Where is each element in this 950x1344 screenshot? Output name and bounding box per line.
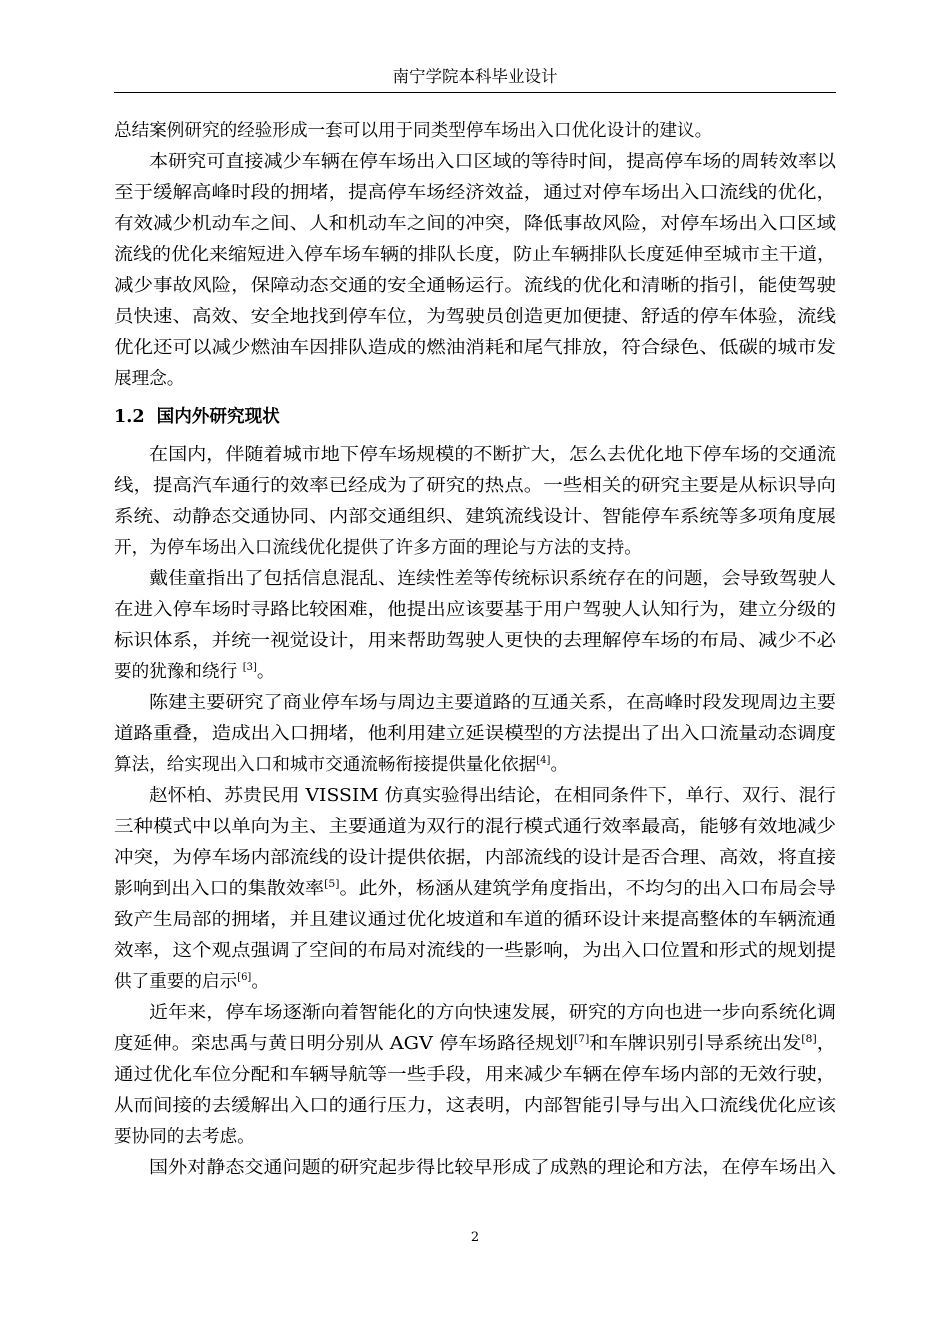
text-line bbox=[114, 209, 836, 240]
text-line bbox=[114, 471, 836, 502]
text-line bbox=[114, 364, 836, 395]
line-text: 至于缓解高峰时段的拥堵，提高停车场经济效益，通过对停车场出入口流线的优化， bbox=[114, 183, 836, 203]
text-line bbox=[114, 812, 836, 843]
line-text: 在国内，伴随着城市地下停车场规模的不断扩大，怎么去优化地下停车场的交通流 bbox=[149, 445, 836, 465]
citation-mark: [5] bbox=[324, 879, 340, 890]
text-line bbox=[114, 440, 836, 471]
text-line bbox=[114, 657, 836, 688]
text-line bbox=[114, 750, 836, 781]
text-line bbox=[114, 178, 836, 209]
line-text: 有效减少机动车之间、人和机动车之间的冲突，降低事故风险，对停车场出入口区域 bbox=[114, 214, 836, 234]
line-text: 国外对静态交通问题的研究起步得比较早形成了成熟的理论和方法，在停车场出入 bbox=[149, 1158, 836, 1178]
text-line bbox=[114, 781, 836, 812]
text-line bbox=[114, 1153, 836, 1184]
line-text: 算法，给实现出入口和城市交通流畅衔接提供量化依据 bbox=[114, 755, 537, 775]
text-line bbox=[114, 1091, 836, 1122]
citation-mark: [7] bbox=[573, 1034, 590, 1045]
line-text: 供了重要的启示 bbox=[114, 972, 238, 992]
line-text: 效率，这个观点强调了空间的布局对流线的一些影响，为出入口位置和形式的规划提 bbox=[114, 941, 836, 961]
line-text: 近年来，停车场逐渐向着智能化的方向快速发展，研究的方向也进一步向系统化调 bbox=[149, 1003, 836, 1023]
line-text: 系统、动静态交通协同、内部交通组织、建筑流线设计、智能停车系统等多项角度展 bbox=[114, 507, 836, 527]
text-line bbox=[114, 843, 836, 874]
line-text: 戴佳童指出了包括信息混乱、连续性差等传统标识系统存在的问题，会导致驾驶人 bbox=[149, 569, 836, 589]
text-line bbox=[114, 936, 836, 967]
line-text: 标识体系，并统一视觉设计，用来帮助驾驶人更快的去理解停车场的布局、减少不必 bbox=[114, 631, 836, 651]
header-rule bbox=[114, 92, 836, 93]
text-line bbox=[114, 240, 836, 271]
text-line bbox=[114, 719, 836, 750]
page-header-title: 南宁学院本科毕业设计 bbox=[392, 67, 558, 86]
citation-mark: [3] bbox=[242, 662, 257, 673]
line-text: 赵怀柏、苏贵民用 VISSIM 仿真实验得出结论，在相同条件下，单行、双行、混行 bbox=[149, 786, 836, 806]
line-text: 优化还可以减少燃油车因排队造成的燃油消耗和尾气排放，符合绿色、低碳的城市发 bbox=[114, 338, 836, 358]
line-text: 展理念。 bbox=[114, 369, 185, 389]
line-text: 本研究可直接减少车辆在停车场出入口区域的等待时间，提高停车场的周转效率以 bbox=[149, 152, 836, 172]
citation-mark: [8] bbox=[801, 1034, 817, 1045]
line-text: 三种模式中以单向为主、主要通道为双行的混行模式通行效率最高，能够有效地减少 bbox=[114, 817, 836, 837]
line-text: 员快速、高效、安全地找到停车位，为驾驶员创造更加便捷、舒适的停车体验，流线 bbox=[114, 307, 836, 327]
text-line bbox=[114, 967, 836, 998]
text-line bbox=[114, 333, 836, 364]
line-text: 。 bbox=[256, 662, 275, 682]
text-line bbox=[114, 874, 836, 905]
line-text: 冲突，为停车场内部流线的设计提供依据，内部流线的设计是否合理、高效，将直接 bbox=[114, 848, 836, 868]
text-line bbox=[114, 1029, 836, 1060]
line-text: 致产生局部的拥堵，并且建议通过优化坡道和车道的循环设计来提高整体的车辆流通 bbox=[114, 910, 836, 930]
line-text: 要协同的去考虑。 bbox=[114, 1127, 255, 1147]
text-line bbox=[114, 564, 836, 595]
text-line bbox=[114, 533, 836, 564]
text-line bbox=[114, 271, 836, 302]
line-text: 。 bbox=[550, 755, 569, 775]
line-text: 总结案例研究的经验形成一套可以用于同类型停车场出入口优化设计的建议。 bbox=[114, 121, 713, 141]
text-line bbox=[114, 1060, 836, 1091]
text-line bbox=[114, 1122, 836, 1153]
section-title: 国内外研究现状 bbox=[156, 406, 280, 427]
line-text: 减少事故风险，保障动态交通的安全通畅运行。流线的优化和清晰的指引，能使驾驶 bbox=[114, 276, 836, 296]
text-line bbox=[114, 116, 836, 147]
line-text: 在进入停车场时寻路比较困难，他提出应该要基于用户驾驶人认知行为，建立分级的 bbox=[114, 600, 836, 620]
line-text: 线，提高汽车通行的效率已经成为了研究的热点。一些相关的研究主要是从标识导向 bbox=[114, 476, 836, 496]
line-text: 流线的优化来缩短进入停车场车辆的排队长度，防止车辆排队长度延伸至城市主干道， bbox=[114, 245, 836, 265]
text-line bbox=[114, 688, 836, 719]
line-text: 道路重叠，造成出入口拥堵，他利用建立延误模型的方法提出了出入口流量动态调度 bbox=[114, 724, 836, 744]
text-line bbox=[114, 998, 836, 1029]
text-line bbox=[114, 502, 836, 533]
line-text: 度延伸。栾忠禹与黄日明分别从 AGV 停车场路径规划 bbox=[114, 1034, 574, 1054]
line-text: 。 bbox=[251, 972, 269, 992]
section-number: 1.2 bbox=[114, 406, 145, 427]
body-text bbox=[114, 116, 836, 1184]
line-text: 通过优化车位分配和车辆导航等一些手段，用来减少车辆在停车场内部的无效行驶， bbox=[114, 1065, 836, 1085]
text-line bbox=[114, 905, 836, 936]
text-line bbox=[114, 147, 836, 178]
text-line bbox=[114, 302, 836, 333]
line-text: 要的犹豫和绕行 bbox=[114, 662, 243, 682]
line-text: ， bbox=[816, 1034, 836, 1054]
text-line bbox=[114, 595, 836, 626]
line-text: 和车牌识别引导系统出发 bbox=[589, 1034, 802, 1054]
page-number: 2 bbox=[470, 1230, 480, 1245]
line-text: 从而间接的去缓解出入口的通行压力，这表明，内部智能引导与出入口流线优化应该 bbox=[114, 1096, 836, 1116]
citation-mark: [4] bbox=[536, 755, 551, 766]
line-text: 陈建主要研究了商业停车场与周边主要道路的互通关系，在高峰时段发现周边主要 bbox=[149, 693, 836, 713]
section-heading bbox=[114, 401, 836, 432]
line-text: 影响到出入口的集散效率 bbox=[114, 879, 325, 899]
text-line bbox=[114, 626, 836, 657]
citation-mark: [6] bbox=[237, 972, 252, 983]
line-text: 。此外，杨涵从建筑学角度指出，不均匀的出入口布局会导 bbox=[339, 879, 836, 899]
line-text: 开，为停车场出入口流线优化提供了许多方面的理论与方法的支持。 bbox=[114, 538, 642, 558]
